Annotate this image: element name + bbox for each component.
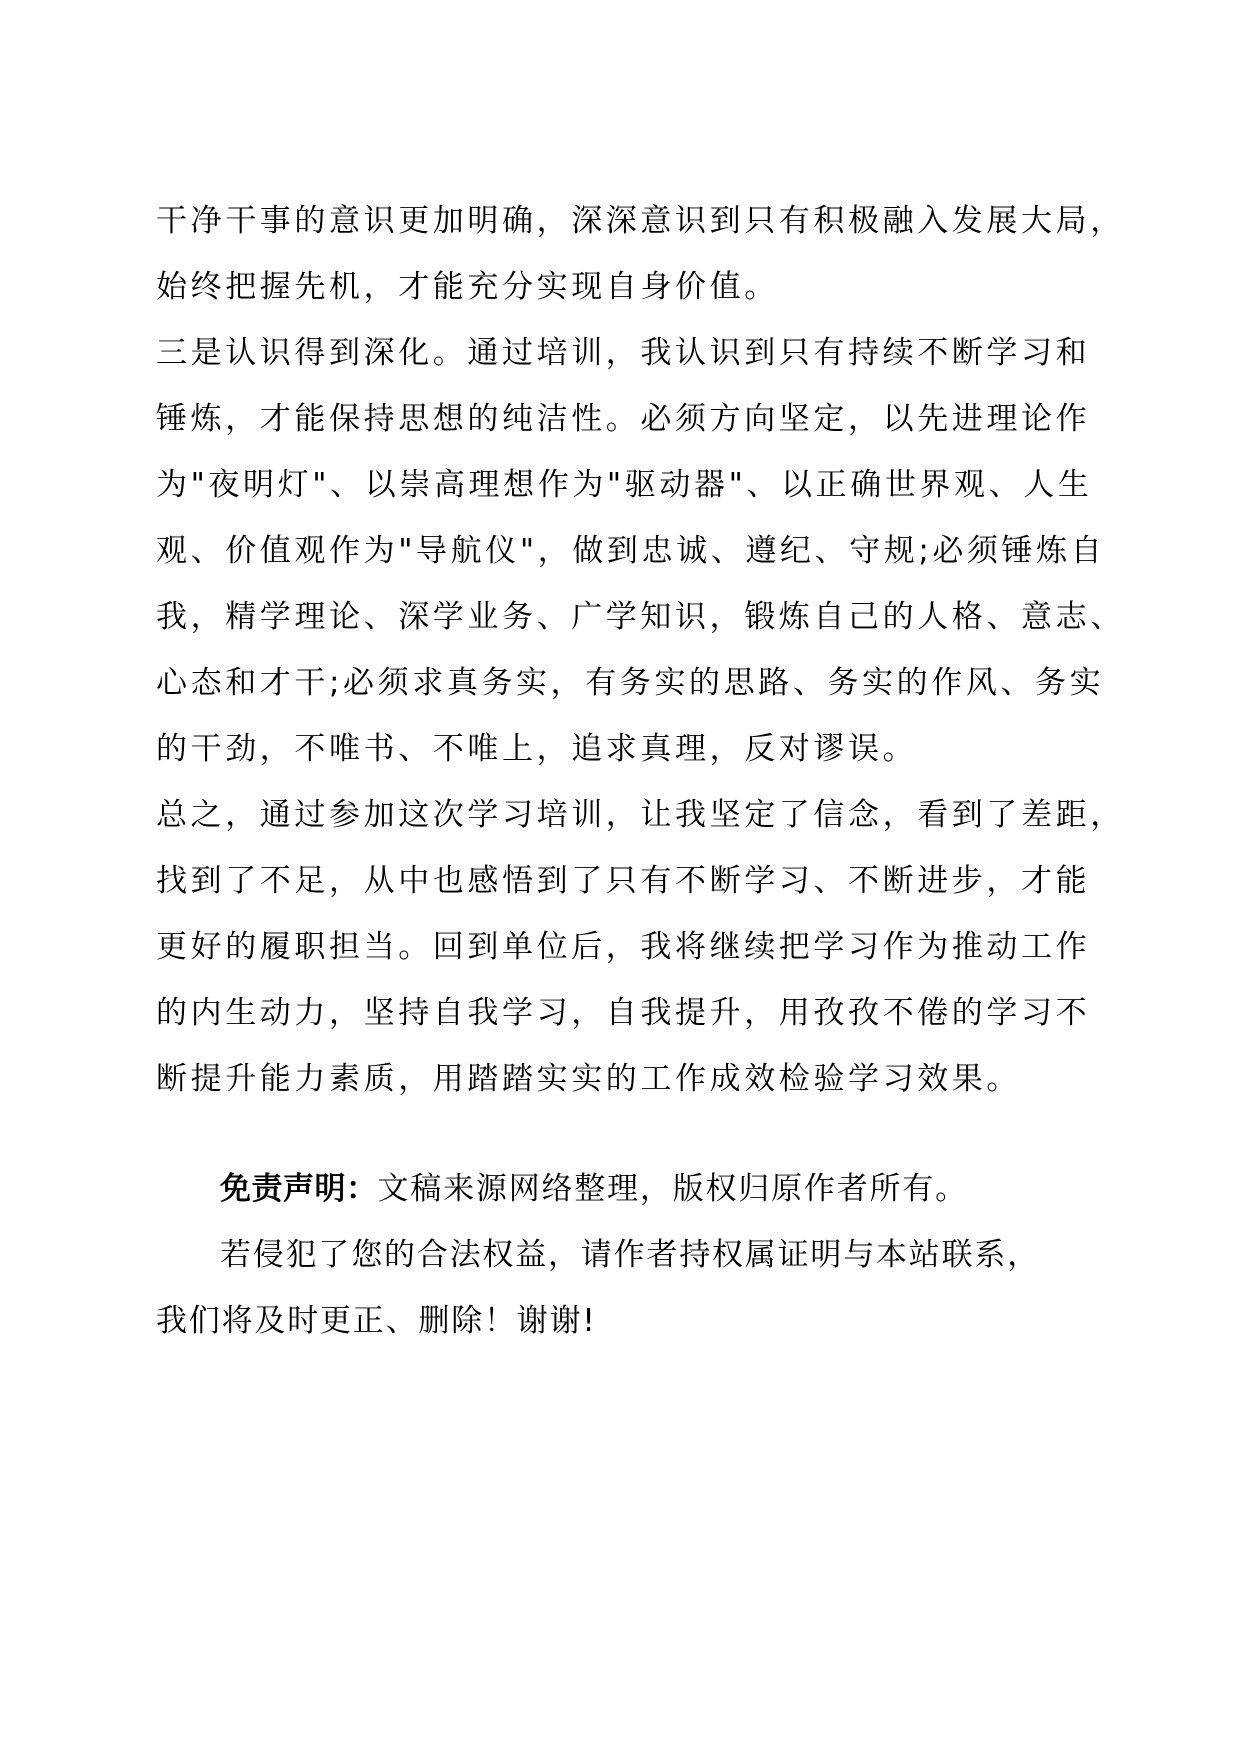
disclaimer-label: 免责声明： xyxy=(220,1171,378,1207)
body-line: 始终把握先机，才能充分实现自身价值。 xyxy=(156,269,779,305)
body-line: 心态和才干;必须求真务实，有务实的思路、务实的作风、务实 xyxy=(156,665,1105,701)
body-line: 我，精学理论、深学业务、广学知识，锻炼自己的人格、意志、 xyxy=(156,599,1125,635)
body-line: 三是认识得到深化。通过培训，我认识到只有持续不断学习和 xyxy=(156,335,1091,371)
body-text xyxy=(156,188,1125,1112)
body-line: 的干劲，不唯书、不唯上，追求真理，反对谬误。 xyxy=(156,731,918,767)
disclaimer xyxy=(156,1156,1106,1354)
body-line: 找到了不足，从中也感悟到了只有不断学习、不断进步，才能 xyxy=(156,863,1091,899)
body-line: 为"夜明灯"、以崇高理想作为"驱动器"、以正确世界观、人生 xyxy=(156,467,1093,503)
body-line: 观、价值观作为"导航仪"，做到忠诚、遵纪、守规;必须锤炼自 xyxy=(156,533,1106,569)
body-line: 的内生动力，坚持自我学习，自我提升，用孜孜不倦的学习不 xyxy=(156,995,1091,1031)
body-line: 更好的履职担当。回到单位后，我将继续把学习作为推动工作 xyxy=(156,929,1091,965)
disclaimer-text-3: 我们将及时更正、删除！谢谢! xyxy=(156,1303,597,1339)
disclaimer-line-1 xyxy=(156,1156,1106,1222)
disclaimer-text-2: 若侵犯了您的合法权益，请作者持权属证明与本站联系， xyxy=(220,1237,1040,1273)
body-line: 锤炼，才能保持思想的纯洁性。必须方向坚定，以先进理论作 xyxy=(156,401,1091,437)
body-line: 断提升能力素质，用踏踏实实的工作成效检验学习效果。 xyxy=(156,1061,1021,1097)
disclaimer-text-1: 文稿来源网络整理，版权归原作者所有。 xyxy=(377,1171,968,1207)
body-line: 干净干事的意识更加明确，深深意识到只有积极融入发展大局， xyxy=(156,203,1125,239)
body-line: 总之，通过参加这次学习培训，让我坚定了信念，看到了差距， xyxy=(156,797,1125,833)
